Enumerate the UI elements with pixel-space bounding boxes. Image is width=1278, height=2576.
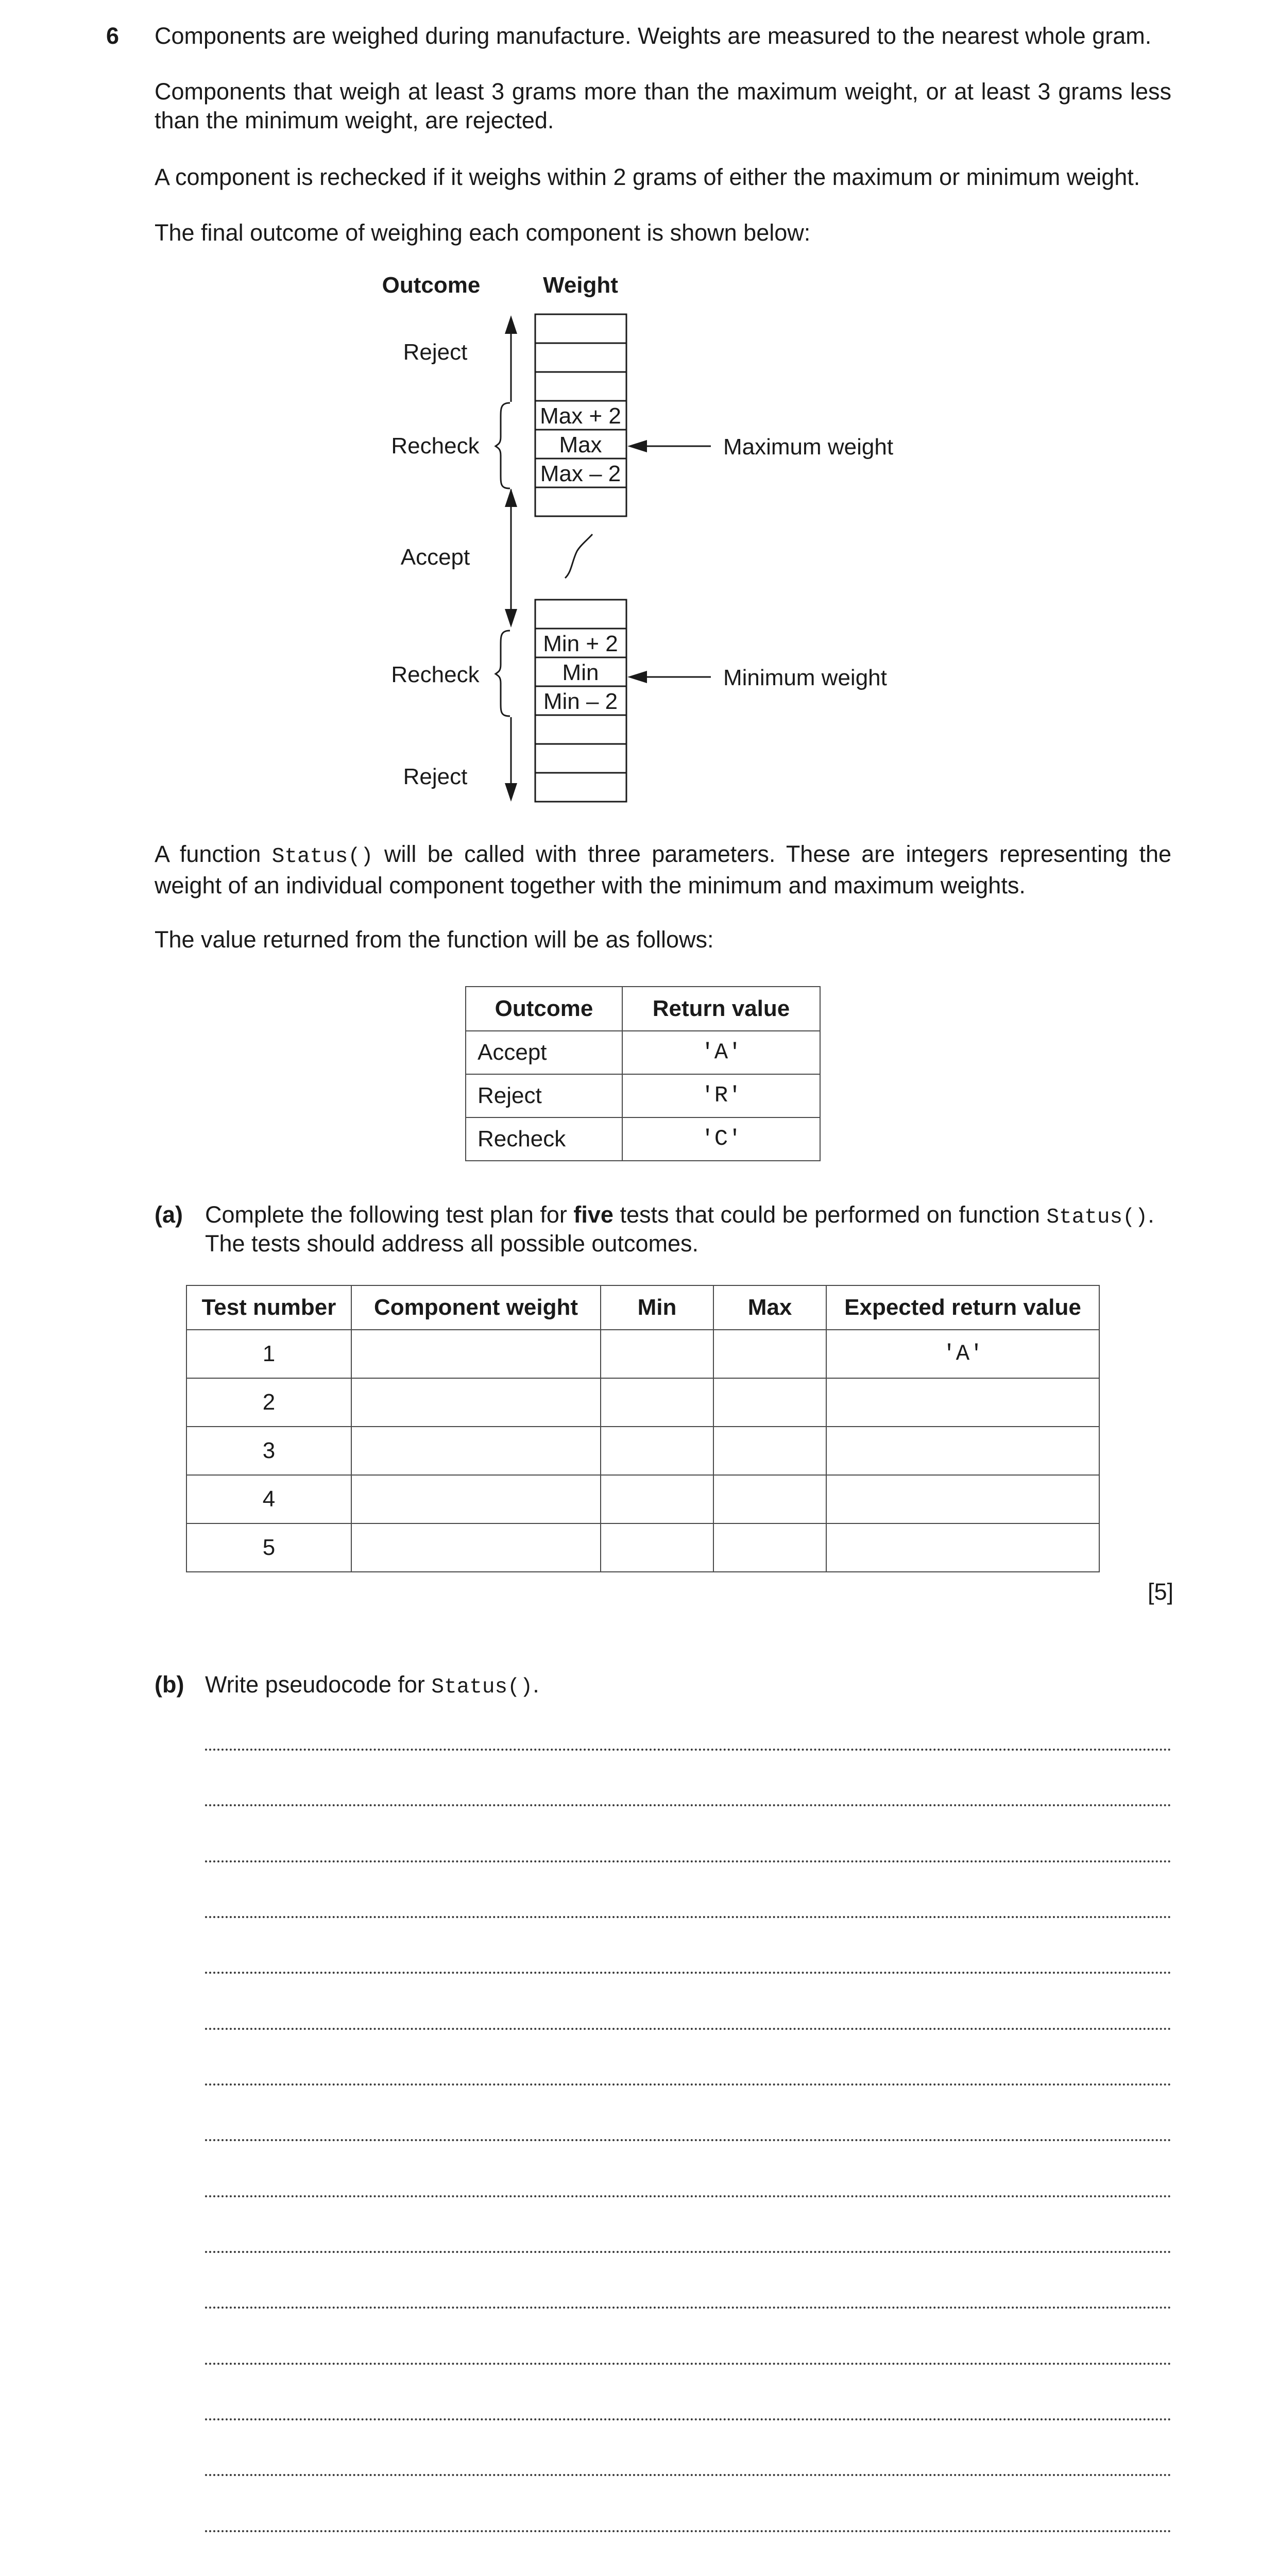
- component-weight-cell[interactable]: [351, 1378, 601, 1427]
- test-number-cell: 2: [186, 1378, 351, 1427]
- header-return-value: Return value: [622, 987, 820, 1031]
- part-b-text-end: .: [533, 1671, 539, 1698]
- table-header-row: [466, 987, 820, 1031]
- function-text-before: A function: [155, 841, 272, 867]
- answer-line[interactable]: [205, 1749, 1171, 1751]
- max-cell[interactable]: [713, 1427, 826, 1475]
- part-a-text-bold: five: [573, 1201, 614, 1228]
- part-b-text: Write pseudocode for: [205, 1671, 432, 1698]
- answer-line[interactable]: [205, 1804, 1171, 1806]
- return-value-intro: The value returned from the function will be as follows:: [155, 926, 714, 953]
- cell-max-minus-2: Max – 2: [540, 461, 621, 486]
- function-description: [155, 840, 1171, 900]
- return-value-cell: 'A': [622, 1031, 820, 1074]
- answer-line[interactable]: [205, 2083, 1171, 2086]
- table-row: [186, 1378, 1099, 1427]
- outcome-label-recheck-lower: Recheck: [391, 662, 480, 687]
- component-weight-cell[interactable]: [351, 1330, 601, 1378]
- outcome-arrows: [505, 315, 517, 802]
- component-weight-cell[interactable]: [351, 1475, 601, 1523]
- diagram-header-outcome: Outcome: [382, 273, 481, 298]
- outcome-cell: Accept: [466, 1031, 622, 1074]
- part-a-instruction: [205, 1200, 1173, 1232]
- function-text-after: will be called with three parameters. These are integers representing the weight of an individual component together with the minimum and maximum weights.: [155, 841, 1171, 899]
- answer-line[interactable]: [205, 1972, 1171, 1974]
- intro-paragraph-4: The final outcome of weighing each component is shown below:: [155, 219, 811, 246]
- intro-paragraph-1: Components are weighed during manufacture. Weights are measured to the nearest whole gram.: [155, 23, 1152, 49]
- return-value-table: [465, 986, 821, 1161]
- expected-return-cell[interactable]: [826, 1475, 1099, 1523]
- table-row: [466, 1117, 820, 1161]
- component-weight-cell[interactable]: [351, 1523, 601, 1572]
- min-cell[interactable]: [601, 1427, 713, 1475]
- answer-line[interactable]: [205, 2195, 1171, 2197]
- table-row: [186, 1523, 1099, 1572]
- answer-line[interactable]: [205, 2474, 1171, 2476]
- header-test-number: Test number: [186, 1285, 351, 1330]
- outcome-label-reject-bottom: Reject: [403, 764, 468, 789]
- outcome-cell: Recheck: [466, 1117, 622, 1161]
- recheck-brace-upper: [496, 403, 510, 488]
- outcome-cell: Reject: [466, 1074, 622, 1117]
- function-name: Status(): [271, 845, 373, 869]
- header-expected-return-value: Expected return value: [826, 1285, 1099, 1330]
- part-a-text-1: Complete the following test plan for: [205, 1201, 574, 1228]
- return-value-cell: 'R': [622, 1074, 820, 1117]
- table-header-row: [186, 1285, 1099, 1330]
- table-row: [466, 1031, 820, 1074]
- answer-line[interactable]: [205, 1860, 1171, 1862]
- part-b-label: (b): [155, 1671, 184, 1698]
- diagram-header-weight: Weight: [543, 273, 618, 298]
- part-a-text-2: tests that could be performed on function: [613, 1201, 1047, 1228]
- min-cell[interactable]: [601, 1378, 713, 1427]
- break-squiggle: [565, 534, 592, 578]
- cell-max: Max: [559, 432, 602, 457]
- outcome-label-recheck-upper: Recheck: [391, 433, 480, 459]
- part-b-instruction: [205, 1670, 1173, 1702]
- answer-line[interactable]: [205, 2363, 1171, 2365]
- answer-line[interactable]: [205, 2307, 1171, 2309]
- test-number-cell: 4: [186, 1475, 351, 1523]
- part-a-marks: [5]: [1147, 1579, 1173, 1605]
- component-weight-cell[interactable]: [351, 1427, 601, 1475]
- table-row: [466, 1074, 820, 1117]
- max-cell[interactable]: [713, 1475, 826, 1523]
- max-cell[interactable]: [713, 1330, 826, 1378]
- expected-return-cell[interactable]: 'A': [826, 1330, 1099, 1378]
- outcome-label-reject-top: Reject: [403, 340, 468, 365]
- answer-line[interactable]: [205, 2530, 1171, 2532]
- intro-paragraph-3: A component is rechecked if it weighs within 2 grams of either the maximum or minimum weight.: [155, 164, 1140, 190]
- return-value-cell: 'C': [622, 1117, 820, 1161]
- pointer-arrows: [627, 440, 711, 683]
- outcome-label-accept: Accept: [400, 545, 470, 570]
- part-a-text-3: .: [1148, 1201, 1154, 1228]
- expected-return-cell[interactable]: [826, 1427, 1099, 1475]
- cell-min-plus-2: Min + 2: [543, 631, 618, 656]
- answer-line[interactable]: [205, 2418, 1171, 2420]
- table-row: [186, 1330, 1099, 1378]
- test-number-cell: 5: [186, 1523, 351, 1572]
- question-number: 6: [106, 23, 120, 49]
- test-number-cell: 3: [186, 1427, 351, 1475]
- expected-return-cell[interactable]: [826, 1523, 1099, 1572]
- header-max: Max: [713, 1285, 826, 1330]
- part-a-instruction-line-2: The tests should address all possible outcomes.: [205, 1230, 699, 1257]
- header-component-weight: Component weight: [351, 1285, 601, 1330]
- part-a-label: (a): [155, 1201, 183, 1228]
- weight-outcome-diagram: [0, 0, 1278, 824]
- cell-min: Min: [562, 660, 599, 685]
- answer-line[interactable]: [205, 2028, 1171, 2030]
- max-cell[interactable]: [713, 1523, 826, 1572]
- cell-min-minus-2: Min – 2: [543, 689, 618, 714]
- part-b-function-name: Status(): [431, 1675, 533, 1699]
- min-cell[interactable]: [601, 1523, 713, 1572]
- answer-line[interactable]: [205, 2251, 1171, 2253]
- recheck-brace-lower: [496, 631, 510, 716]
- min-cell[interactable]: [601, 1475, 713, 1523]
- answer-line[interactable]: [205, 1916, 1171, 1918]
- label-minimum-weight: Minimum weight: [723, 665, 887, 690]
- label-maximum-weight: Maximum weight: [723, 434, 894, 460]
- answer-line[interactable]: [205, 2139, 1171, 2141]
- test-plan-table: [186, 1285, 1100, 1572]
- intro-paragraph-2: Components that weigh at least 3 grams more than the maximum weight, or at least 3 grams less than the minimum weight, are rejected.: [155, 78, 1171, 133]
- table-row: [186, 1475, 1099, 1523]
- max-cell[interactable]: [713, 1378, 826, 1427]
- min-cell[interactable]: [601, 1330, 713, 1378]
- header-outcome: Outcome: [466, 987, 622, 1031]
- cell-max-plus-2: Max + 2: [540, 403, 621, 429]
- table-row: [186, 1427, 1099, 1475]
- expected-return-cell[interactable]: [826, 1378, 1099, 1427]
- test-number-cell: 1: [186, 1330, 351, 1378]
- part-a-function-name: Status(): [1046, 1206, 1148, 1229]
- header-min: Min: [601, 1285, 713, 1330]
